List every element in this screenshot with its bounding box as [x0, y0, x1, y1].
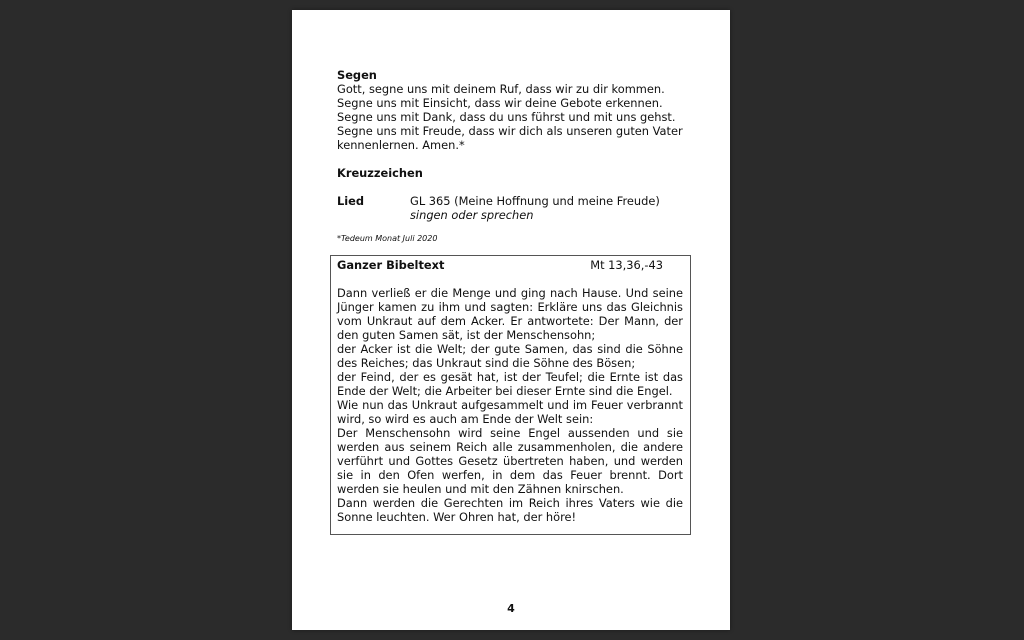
lied-note: singen oder sprechen: [410, 208, 534, 222]
segen-heading: Segen: [337, 68, 377, 82]
bible-paragraph: der Acker ist die Welt; der gute Samen, das sind die Söhne des Reiches; das Unkraut sind die Söhne des Bösen;: [337, 342, 683, 370]
lied-block: [337, 194, 695, 222]
bible-paragraph: der Feind, der es gesät hat, ist der Teufel; die Ernte ist das Ende der Welt; die Arbeiter bei dieser Ernte sind die Engel.: [337, 370, 683, 398]
footnote: *Tedeum Monat Juli 2020: [337, 234, 438, 243]
bible-heading: Ganzer Bibeltext: [337, 258, 445, 272]
bible-text-box: [330, 255, 691, 535]
bible-paragraph: Wie nun das Unkraut aufgesammelt und im Feuer verbrannt wird, so wird es auch am Ende der Welt sein:: [337, 398, 683, 426]
segen-line: Segne uns mit Freude, dass wir dich als unseren guten Vater: [337, 124, 683, 138]
bible-paragraph: Dann verließ er die Menge und ging nach Hause. Und seine Jünger kamen zu ihm und sagten: Erkläre uns das Gleichnis vom Unkraut auf dem Acker. Er antwortete: Der Mann, der den guten Samen sät, ist der Menschensohn;: [337, 286, 683, 342]
document-page: [292, 10, 730, 630]
lied-label: Lied: [337, 194, 365, 208]
lied-title: GL 365 (Meine Hoffnung und meine Freude): [410, 194, 660, 208]
segen-line: Segne uns mit Dank, dass du uns führst und mit uns gehst.: [337, 110, 676, 124]
prayer-section: [337, 68, 695, 244]
bible-paragraph: Der Menschensohn wird seine Engel aussenden und sie werden aus seinem Reich alle zusammenholen, die andere verführt und Gottes Gesetz übertreten haben, und werden sie in den Ofen werfen, in dem das Feuer brennt. Dort werden sie heulen und mit den Zähnen knirschen.: [337, 426, 683, 496]
bible-paragraph: Dann werden die Gerechten im Reich ihres Vaters wie die Sonne leuchten. Wer Ohren hat, der höre!: [337, 496, 683, 524]
segen-line: Segne uns mit Einsicht, dass wir deine Gebote erkennen.: [337, 96, 663, 110]
segen-line: Gott, segne uns mit deinem Ruf, dass wir zu dir kommen.: [337, 82, 665, 96]
page-number: 4: [507, 602, 515, 615]
kreuzzeichen-heading: Kreuzzeichen: [337, 166, 423, 180]
segen-line: kennenlernen. Amen.*: [337, 138, 465, 152]
bible-reference: Mt 13,36,-43: [590, 258, 663, 272]
